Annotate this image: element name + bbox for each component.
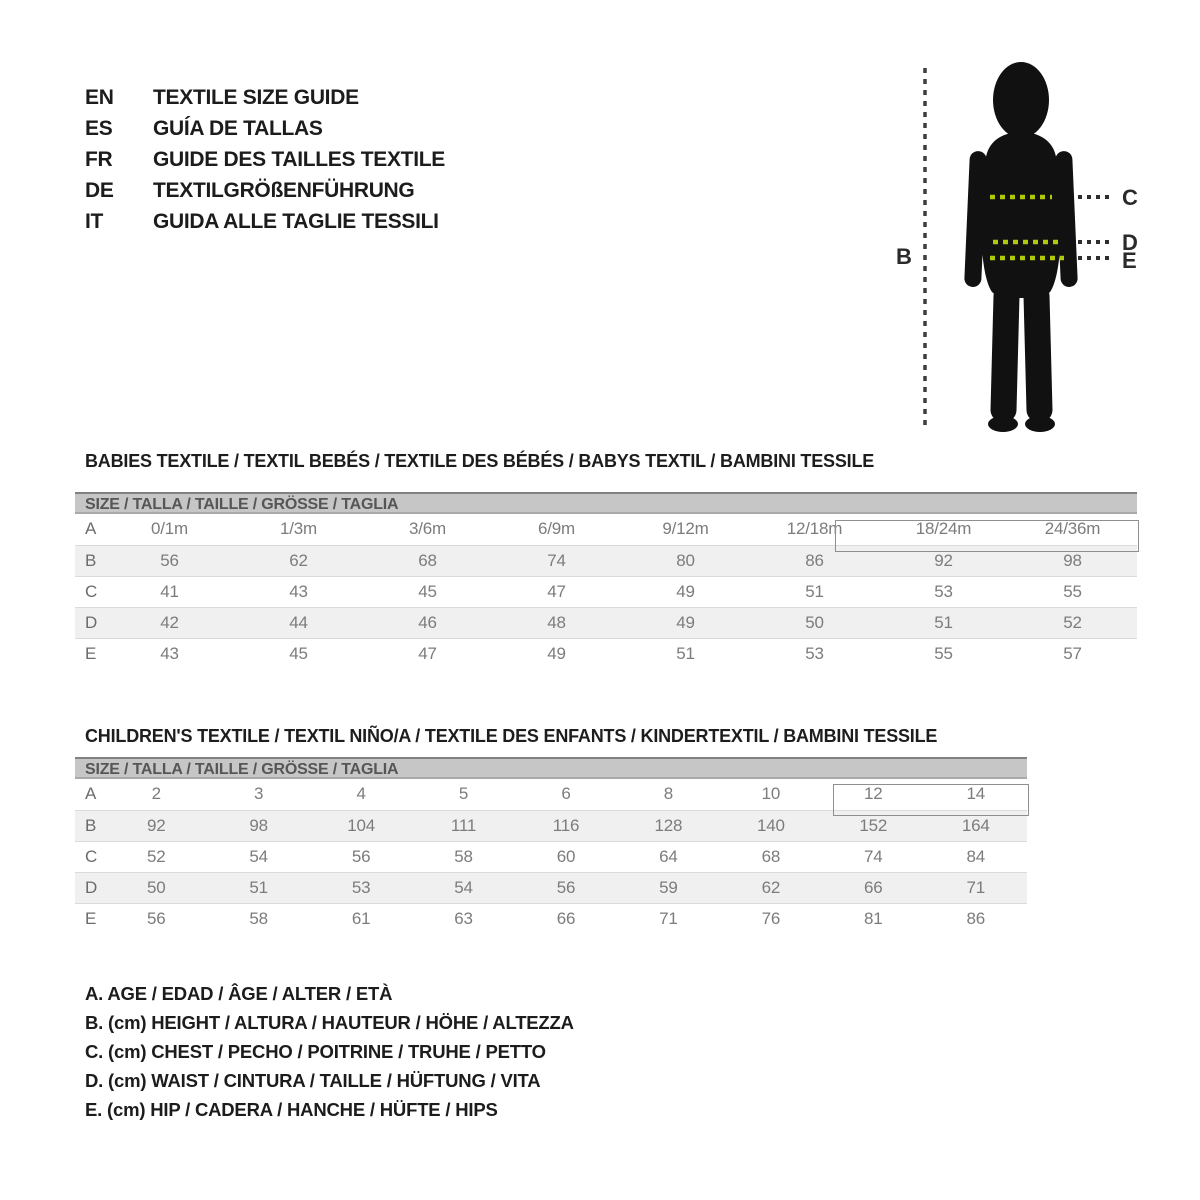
measurement-figure [880,48,1170,443]
size-value: 53 [310,872,412,903]
size-value: 24/36m [1044,519,1101,539]
size-value: 6/9m [538,519,575,539]
language-code: IT [85,209,104,233]
height-label: B [896,244,912,269]
size-value: 50 [105,872,207,903]
size-value: 52 [1008,607,1137,638]
size-value: 71 [925,872,1028,903]
language-row-it [85,206,445,237]
size-value: 55 [934,643,953,663]
legend-line-hip: E. (cm) HIP / CADERA / HANCHE / HÜFTE / HIPS [85,1098,498,1120]
chest-label: C [1122,185,1138,210]
size-value: 56 [146,908,166,928]
size-value: 56 [105,545,234,576]
size-value: 164 [925,810,1028,841]
babies-size-grid [75,514,1137,669]
size-value: 43 [289,581,308,601]
size-value: 128 [617,810,719,841]
size-value: 18/24m [915,519,972,539]
size-value: 66 [822,872,924,903]
size-value: 80 [621,545,750,576]
language-row-de [85,175,445,206]
size-value: 58 [454,846,473,866]
size-table-row-b [75,810,1027,841]
size-value: 59 [617,872,719,903]
size-value: 60 [556,846,576,866]
size-value: 86 [750,545,879,576]
measurement-legend [85,979,574,1124]
size-value: 52 [146,846,166,866]
size-value: 12/18m [786,519,843,539]
waist-label: D [1122,230,1138,255]
size-value: 62 [720,872,822,903]
size-value: 62 [234,545,363,576]
language-row-es [85,113,445,144]
size-value: 45 [289,643,308,663]
row-label: B [75,810,105,841]
language-code: DE [85,178,114,202]
size-value: 44 [234,607,363,638]
size-value: 56 [351,846,371,866]
size-value: 47 [547,581,566,601]
size-value: 61 [351,908,371,928]
children-size-grid [75,779,1027,934]
size-value: 1/3m [280,519,317,539]
size-value: 48 [492,607,621,638]
size-value: 54 [412,872,514,903]
size-value: 86 [966,908,985,928]
children-size-table [75,757,1027,934]
row-label: C [85,581,98,601]
size-value: 51 [207,872,309,903]
size-value: 66 [556,908,576,928]
size-value: 0/1m [151,519,188,539]
size-table-row-c [75,841,1027,872]
language-title: GUIDE DES TAILLES TEXTILE [153,147,445,171]
size-value: 92 [879,545,1008,576]
row-label: B [75,545,105,576]
language-title: TEXTILGRÖßENFÜHRUNG [153,178,415,202]
legend-line-height: B. (cm) HEIGHT / ALTURA / HAUTEUR / HÖHE / ALTEZZA [85,1011,574,1033]
size-table-row-a [75,779,1027,810]
size-value: 57 [1063,643,1082,663]
size-table-row-d [75,872,1027,903]
size-value: 49 [676,581,695,601]
size-value: 49 [621,607,750,638]
size-value: 81 [864,908,883,928]
size-value: 58 [249,908,268,928]
size-value: 2 [151,784,161,804]
size-value: 47 [418,643,437,663]
row-label: D [75,872,105,903]
size-table-row-d [75,607,1137,638]
size-value: 53 [934,581,953,601]
size-value: 98 [207,810,309,841]
size-table-row-a [75,514,1137,545]
size-value: 51 [676,643,695,663]
size-value: 14 [966,784,985,804]
size-value: 54 [249,846,268,866]
language-list [85,82,445,237]
size-value: 6 [561,784,571,804]
size-value: 63 [454,908,473,928]
language-row-fr [85,144,445,175]
size-value: 12 [864,784,883,804]
size-value: 140 [720,810,822,841]
size-value: 68 [761,846,781,866]
size-value: 42 [105,607,234,638]
size-value: 74 [864,846,883,866]
size-value: 8 [663,784,674,804]
size-value: 55 [1063,581,1082,601]
size-value: 51 [805,581,824,601]
babies-size-table [75,492,1137,669]
language-row-en [85,82,445,113]
legend-line-age: A. AGE / EDAD / ÂGE / ALTER / ETÀ [85,982,393,1004]
size-value: 3 [254,784,264,804]
size-value: 74 [492,545,621,576]
size-value: 98 [1008,545,1137,576]
hip-label: E [1122,248,1137,273]
size-table-row-e [75,638,1137,669]
size-value: 53 [805,643,824,663]
size-value: 43 [160,643,179,663]
size-value: 10 [761,784,781,804]
size-value: 64 [659,846,678,866]
size-value: 45 [418,581,437,601]
size-table-row-b [75,545,1137,576]
size-table-row-e [75,903,1027,934]
size-value: 84 [966,846,985,866]
row-label: A [85,519,97,539]
size-value: 71 [659,908,678,928]
children-size-header-bar: SIZE / TALLA / TAILLE / GRÖSSE / TAGLIA [75,757,1027,779]
size-value: 111 [412,810,514,841]
size-value: 41 [160,581,179,601]
row-label: D [75,607,105,638]
size-value: 46 [363,607,492,638]
language-title: GUIDA ALLE TAGLIE TESSILI [153,209,439,233]
size-table-row-c [75,576,1137,607]
child-silhouette-icon [964,62,1078,432]
row-label: E [85,908,97,928]
children-section-heading: CHILDREN'S TEXTILE / TEXTIL NIÑO/A / TEXTILE DES ENFANTS / KINDERTEXTIL / BAMBINI TESSILE [85,726,938,746]
language-code: EN [85,85,114,109]
legend-line-chest: C. (cm) CHEST / PECHO / POITRINE / TRUHE / PETTO [85,1040,546,1062]
size-value: 4 [356,784,366,804]
language-title: GUÍA DE TALLAS [153,116,323,140]
size-value: 152 [822,810,924,841]
legend-line-waist: D. (cm) WAIST / CINTURA / TAILLE / HÜFTUNG / VITA [85,1069,541,1091]
size-value: 3/6m [409,519,446,539]
size-value: 56 [515,872,617,903]
size-value: 50 [750,607,879,638]
babies-section-heading: BABIES TEXTILE / TEXTIL BEBÉS / TEXTILE DES BÉBÉS / BABYS TEXTIL / BAMBINI TESSILE [85,451,875,471]
size-value: 76 [761,908,781,928]
size-value: 9/12m [662,519,709,539]
language-code: ES [85,116,113,140]
child-silhouette-diagram [880,48,1170,443]
size-value: 92 [105,810,207,841]
size-value: 116 [515,810,617,841]
size-value: 68 [363,545,492,576]
size-value: 104 [310,810,412,841]
row-label: C [85,846,98,866]
row-label: A [85,784,97,804]
size-value: 49 [547,643,566,663]
language-code: FR [85,147,113,171]
size-value: 5 [458,784,469,804]
size-value: 51 [879,607,1008,638]
language-title: TEXTILE SIZE GUIDE [153,85,359,109]
row-label: E [85,643,97,663]
babies-size-header-bar: SIZE / TALLA / TAILLE / GRÖSSE / TAGLIA [75,492,1137,514]
